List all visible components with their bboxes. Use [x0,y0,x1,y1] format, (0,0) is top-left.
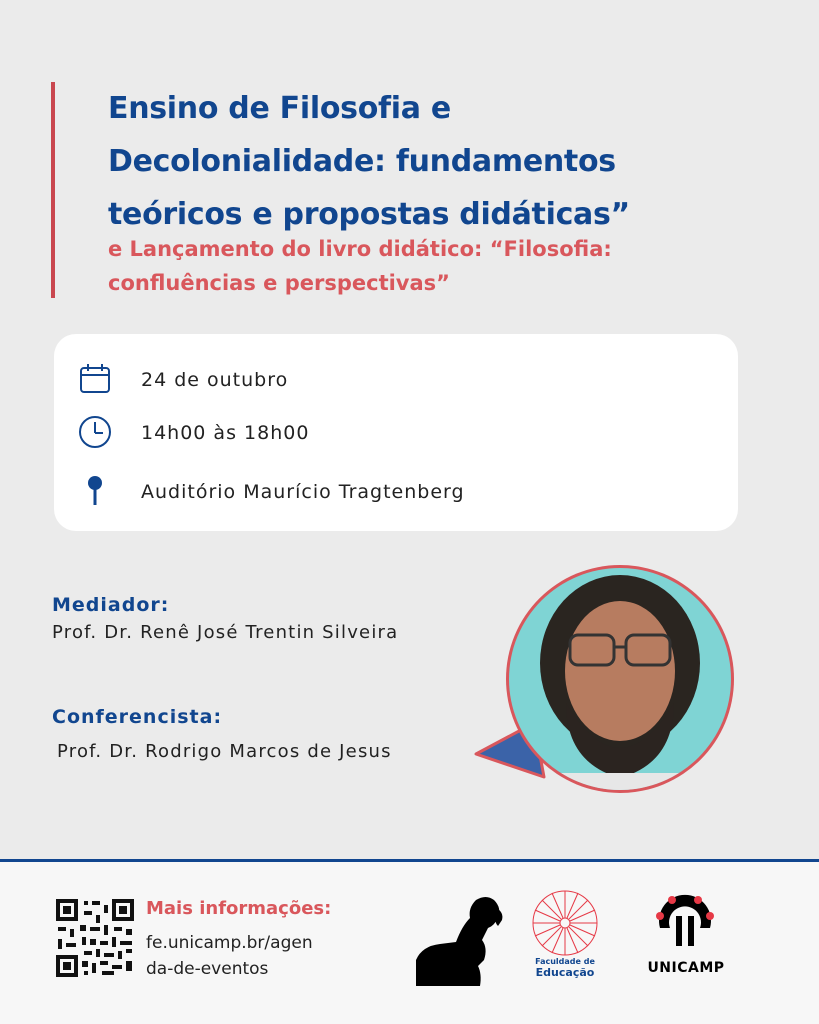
event-location: Auditório Maurício Tragtenberg [141,481,465,503]
title-accent-bar [51,82,55,298]
speaker-name: Prof. Dr. Rodrigo Marcos de Jesus [57,741,392,762]
time-row [54,414,738,454]
qr-code[interactable] [54,897,136,979]
mediator-name: Prof. Dr. Renê José Trentin Silveira [52,622,399,643]
event-info-card [54,334,738,531]
clock-icon [78,414,114,454]
fe-logo-text [520,957,610,979]
fe-text-line-1: Faculdade de [535,957,595,966]
more-info-url[interactable] [146,930,346,982]
title-line-2: Decolonialidade: fundamentos [108,144,616,179]
subtitle-line-2: confluências e perspectivas” [108,271,450,295]
location-row [54,473,738,513]
fe-logo [530,888,600,958]
title-line-3: teóricos e propostas didáticas” [108,197,630,232]
event-title [108,82,748,241]
speaker-label: Conferencista: [52,706,223,728]
speaker-photo [474,563,740,795]
event-date: 24 de outubro [141,369,289,391]
fe-text-line-2: Educação [535,966,595,979]
calendar-icon [78,361,114,401]
url-line-1: fe.unicamp.br/agen [146,933,313,953]
event-subtitle [108,232,748,300]
event-time: 14h00 às 18h00 [141,422,310,444]
thinker-logo [412,886,508,986]
unicamp-logo [650,888,720,958]
subtitle-line-1: e Lançamento do livro didático: “Filosofia: [108,237,612,261]
url-line-2: da-de-eventos [146,959,269,979]
unicamp-logo-text: UNICAMP [647,960,725,976]
date-row [54,361,738,401]
map-pin-icon [78,473,114,513]
title-line-1: Ensino de Filosofia e [108,91,451,126]
mediator-label: Mediador: [52,594,170,616]
more-info-label: Mais informações: [146,898,332,919]
